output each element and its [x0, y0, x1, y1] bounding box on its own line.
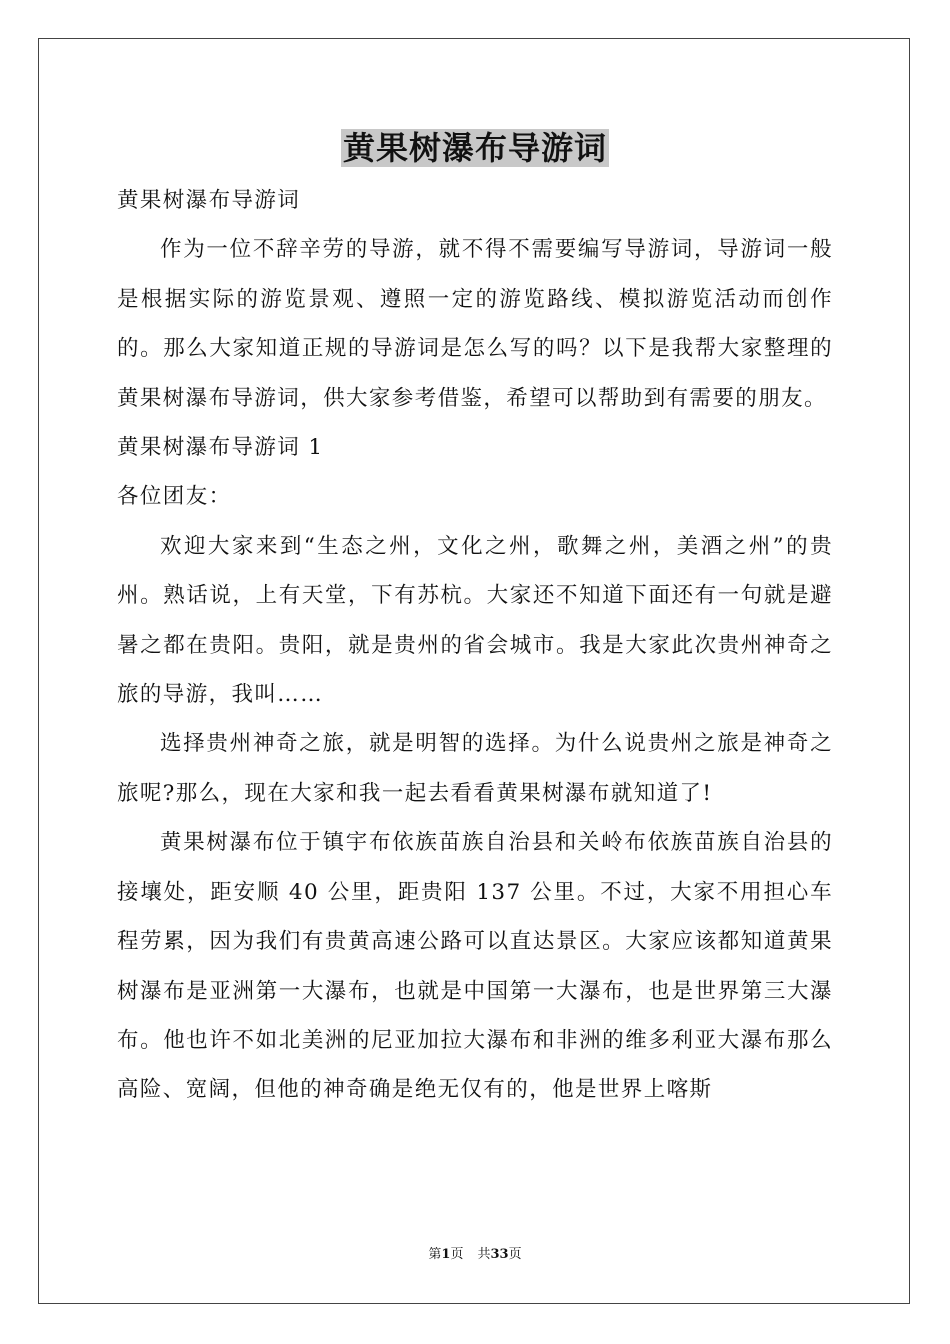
document-title [0, 126, 950, 170]
paragraph-heading: 黄果树瀑布导游词 [117, 188, 301, 213]
paragraph-greeting: 各位团友： [117, 484, 232, 510]
footer-total-prefix: 共 [477, 1247, 491, 1262]
footer-page-prefix: 第 [428, 1247, 442, 1262]
document-title-text: 黄果树瀑布导游词 [342, 129, 607, 167]
paragraph-intro: 作为一位不辞辛劳的导游，就不得不需要编写导游词，导游词一般是根据实际的游览景观、遵照一定的游览路线、模拟游览活动而创作的。那么大家知道正规的导游词是怎么写的吗？以下是我帮大家整理的黄果树瀑布导游词，供大家参考借鉴，希望可以帮助到有需要的朋友。 [117, 237, 833, 411]
footer-total-suffix: 页 [508, 1247, 522, 1262]
footer-total-pages: 33 [490, 1247, 509, 1262]
paragraph-location: 黄果树瀑布位于镇宇布依族苗族自治县和关岭布依族苗族自治县的接壤处，距安顺 40 公里，距贵阳 137 公里。不过，大家不用担心车程劳累，因为我们有贵黄高速公路可以直达景区。大家应该都知道黄果树瀑布是亚洲第一大瀑布，也就是中国第一大瀑布，也是世界第三大瀑布。他也许不如北美洲的尼亚加拉大瀑布和非洲的维多利亚大瀑布那么高险、宽阔，但他的神奇确是绝无仅有的，他是世界上喀斯 [117, 830, 833, 1103]
footer-page-suffix: 页 [450, 1247, 464, 1262]
footer-page-number: 1 [441, 1247, 451, 1262]
paragraph-welcome: 欢迎大家来到“生态之州，文化之州，歌舞之州，美酒之州”的贵州。熟话说，上有天堂，下有苏杭。大家还不知道下面还有一句就是避暑之都在贵阳。贵阳，就是贵州的省会城市。我是大家此次贵州神奇之旅的导游，我叫…… [117, 533, 833, 708]
document-body [117, 176, 833, 1115]
section-heading: 黄果树瀑布导游词 1 [117, 435, 324, 461]
page-footer [0, 1246, 950, 1264]
paragraph-choice: 选择贵州神奇之旅，就是明智的选择。为什么说贵州之旅是神奇之旅呢?那么，现在大家和我一起去看看黄果树瀑布就知道了! [117, 731, 833, 806]
